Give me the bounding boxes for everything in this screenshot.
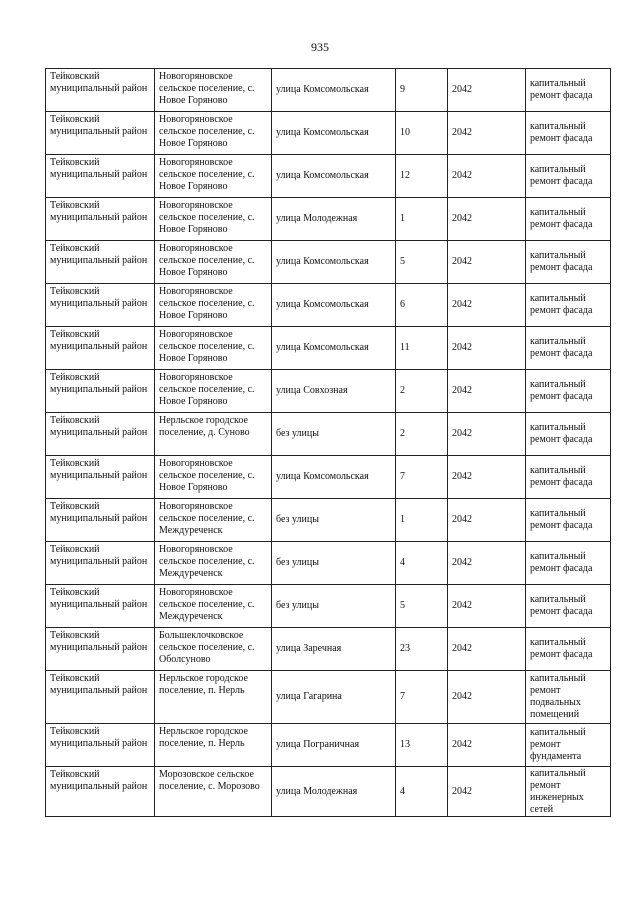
street-cell: улица Комсомольская xyxy=(272,284,396,327)
table-row xyxy=(46,456,611,499)
district-cell: Тейковский муниципальный район xyxy=(46,112,155,155)
street-cell: улица Заречная xyxy=(272,628,396,671)
house-number-cell: 9 xyxy=(396,69,448,112)
table-row xyxy=(46,671,611,724)
settlement-cell: Новогоряновское сельское поселение, с. Новое Горяново xyxy=(155,155,272,198)
year-cell: 2042 xyxy=(448,155,526,198)
district-cell: Тейковский муниципальный район xyxy=(46,413,155,456)
settlement-cell: Новогоряновское сельское поселение, с. Новое Горяново xyxy=(155,241,272,284)
work-type-cell: капитальный ремонт фасада xyxy=(526,628,611,671)
year-cell: 2042 xyxy=(448,69,526,112)
table-row xyxy=(46,284,611,327)
table-row xyxy=(46,767,611,817)
table-row xyxy=(46,198,611,241)
work-type-cell: капитальный ремонт фасада xyxy=(526,284,611,327)
house-number-cell: 10 xyxy=(396,112,448,155)
street-cell: без улицы xyxy=(272,542,396,585)
district-cell: Тейковский муниципальный район xyxy=(46,767,155,817)
house-number-cell: 2 xyxy=(396,413,448,456)
work-type-cell: капитальный ремонт фасада xyxy=(526,456,611,499)
street-cell: улица Комсомольская xyxy=(272,69,396,112)
year-cell: 2042 xyxy=(448,327,526,370)
year-cell: 2042 xyxy=(448,241,526,284)
settlement-cell: Морозовское сельское поселение, с. Морозово xyxy=(155,767,272,817)
street-cell: улица Гагарина xyxy=(272,671,396,724)
settlement-cell: Нерльское городское поселение, п. Нерль xyxy=(155,671,272,724)
table-row xyxy=(46,155,611,198)
year-cell: 2042 xyxy=(448,671,526,724)
year-cell: 2042 xyxy=(448,370,526,413)
table-row xyxy=(46,112,611,155)
year-cell: 2042 xyxy=(448,198,526,241)
table-row xyxy=(46,327,611,370)
district-cell: Тейковский муниципальный район xyxy=(46,327,155,370)
house-number-cell: 5 xyxy=(396,241,448,284)
year-cell: 2042 xyxy=(448,456,526,499)
street-cell: улица Молодежная xyxy=(272,198,396,241)
district-cell: Тейковский муниципальный район xyxy=(46,456,155,499)
year-cell: 2042 xyxy=(448,284,526,327)
street-cell: улица Комсомольская xyxy=(272,112,396,155)
house-number-cell: 2 xyxy=(396,370,448,413)
work-type-cell: капитальный ремонт фасада xyxy=(526,241,611,284)
house-number-cell: 4 xyxy=(396,542,448,585)
street-cell: улица Молодежная xyxy=(272,767,396,817)
work-type-cell: капитальный ремонт инженерных сетей xyxy=(526,767,611,817)
settlement-cell: Большеклочковское сельское поселение, с. Оболсуново xyxy=(155,628,272,671)
district-cell: Тейковский муниципальный район xyxy=(46,628,155,671)
work-type-cell: капитальный ремонт фасада xyxy=(526,112,611,155)
house-number-cell: 13 xyxy=(396,724,448,767)
house-number-cell: 12 xyxy=(396,155,448,198)
house-number-cell: 7 xyxy=(396,456,448,499)
district-cell: Тейковский муниципальный район xyxy=(46,198,155,241)
year-cell: 2042 xyxy=(448,724,526,767)
house-number-cell: 6 xyxy=(396,284,448,327)
district-cell: Тейковский муниципальный район xyxy=(46,542,155,585)
work-type-cell: капитальный ремонт фасада xyxy=(526,198,611,241)
settlement-cell: Новогоряновское сельское поселение, с. Междуреченск xyxy=(155,542,272,585)
house-number-cell: 1 xyxy=(396,499,448,542)
house-number-cell: 23 xyxy=(396,628,448,671)
table-row xyxy=(46,413,611,456)
page-number: 935 xyxy=(311,40,329,54)
district-cell: Тейковский муниципальный район xyxy=(46,585,155,628)
year-cell: 2042 xyxy=(448,585,526,628)
district-cell: Тейковский муниципальный район xyxy=(46,241,155,284)
house-number-cell: 5 xyxy=(396,585,448,628)
year-cell: 2042 xyxy=(448,499,526,542)
housing-repair-table xyxy=(45,68,611,817)
work-type-cell: капитальный ремонт подвальных помещений xyxy=(526,671,611,724)
house-number-cell: 11 xyxy=(396,327,448,370)
table-row xyxy=(46,499,611,542)
district-cell: Тейковский муниципальный район xyxy=(46,155,155,198)
year-cell: 2042 xyxy=(448,628,526,671)
table-row xyxy=(46,241,611,284)
settlement-cell: Новогоряновское сельское поселение, с. Междуреченск xyxy=(155,499,272,542)
work-type-cell: капитальный ремонт фундамента xyxy=(526,724,611,767)
settlement-cell: Новогоряновское сельское поселение, с. Новое Горяново xyxy=(155,198,272,241)
work-type-cell: капитальный ремонт фасада xyxy=(526,585,611,628)
year-cell: 2042 xyxy=(448,413,526,456)
street-cell: улица Пограничная xyxy=(272,724,396,767)
settlement-cell: Новогоряновское сельское поселение, с. Новое Горяново xyxy=(155,112,272,155)
settlement-cell: Новогоряновское сельское поселение, с. Междуреченск xyxy=(155,585,272,628)
settlement-cell: Нерльское городское поселение, п. Нерль xyxy=(155,724,272,767)
settlement-cell: Новогоряновское сельское поселение, с. Новое Горяново xyxy=(155,69,272,112)
work-type-cell: капитальный ремонт фасада xyxy=(526,370,611,413)
house-number-cell: 1 xyxy=(396,198,448,241)
street-cell: без улицы xyxy=(272,413,396,456)
year-cell: 2042 xyxy=(448,767,526,817)
street-cell: улица Комсомольская xyxy=(272,155,396,198)
year-cell: 2042 xyxy=(448,112,526,155)
table-row xyxy=(46,542,611,585)
table-row xyxy=(46,370,611,413)
table-row xyxy=(46,69,611,112)
work-type-cell: капитальный ремонт фасада xyxy=(526,413,611,456)
street-cell: улица Совхозная xyxy=(272,370,396,413)
settlement-cell: Новогоряновское сельское поселение, с. Новое Горяново xyxy=(155,456,272,499)
work-type-cell: капитальный ремонт фасада xyxy=(526,69,611,112)
settlement-cell: Новогоряновское сельское поселение, с. Новое Горяново xyxy=(155,284,272,327)
district-cell: Тейковский муниципальный район xyxy=(46,284,155,327)
work-type-cell: капитальный ремонт фасада xyxy=(526,542,611,585)
table-row xyxy=(46,724,611,767)
district-cell: Тейковский муниципальный район xyxy=(46,370,155,413)
settlement-cell: Новогоряновское сельское поселение, с. Новое Горяново xyxy=(155,327,272,370)
district-cell: Тейковский муниципальный район xyxy=(46,499,155,542)
street-cell: без улицы xyxy=(272,499,396,542)
district-cell: Тейковский муниципальный район xyxy=(46,724,155,767)
street-cell: без улицы xyxy=(272,585,396,628)
district-cell: Тейковский муниципальный район xyxy=(46,69,155,112)
table-row xyxy=(46,628,611,671)
street-cell: улица Комсомольская xyxy=(272,327,396,370)
house-number-cell: 4 xyxy=(396,767,448,817)
district-cell: Тейковский муниципальный район xyxy=(46,671,155,724)
work-type-cell: капитальный ремонт фасада xyxy=(526,327,611,370)
work-type-cell: капитальный ремонт фасада xyxy=(526,499,611,542)
street-cell: улица Комсомольская xyxy=(272,456,396,499)
house-number-cell: 7 xyxy=(396,671,448,724)
table-row xyxy=(46,585,611,628)
street-cell: улица Комсомольская xyxy=(272,241,396,284)
settlement-cell: Новогоряновское сельское поселение, с. Новое Горяново xyxy=(155,370,272,413)
work-type-cell: капитальный ремонт фасада xyxy=(526,155,611,198)
year-cell: 2042 xyxy=(448,542,526,585)
settlement-cell: Нерльское городское поселение, д. Суново xyxy=(155,413,272,456)
